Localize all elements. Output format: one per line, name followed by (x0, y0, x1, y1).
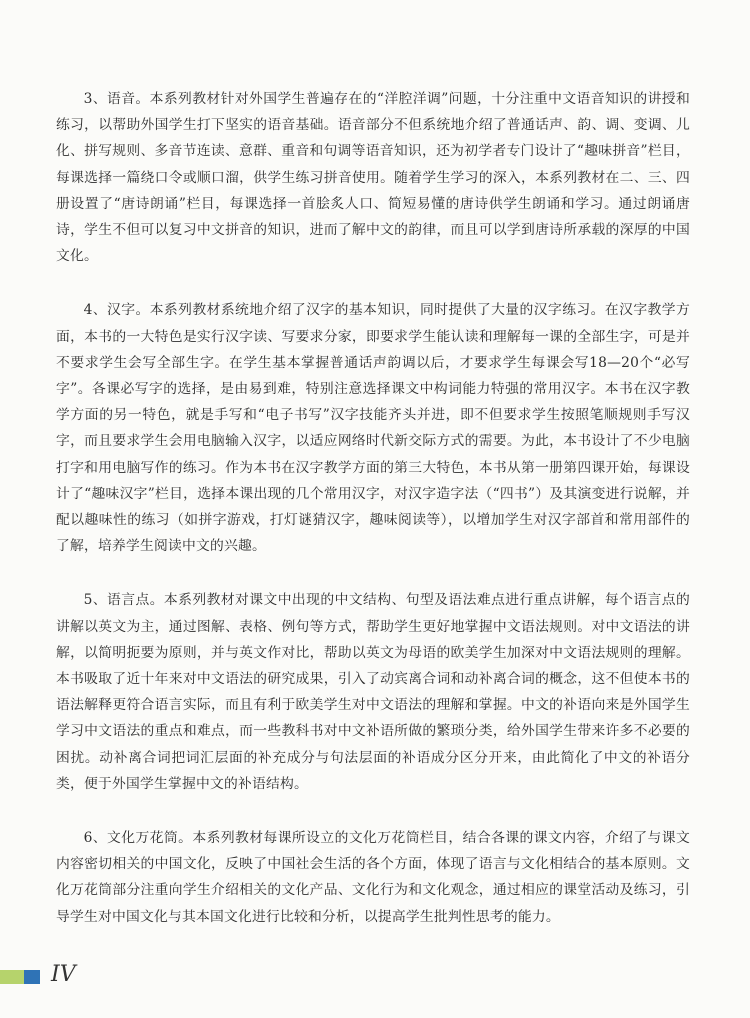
paragraph-chinese-characters: 4、汉字。本系列教材系统地介绍了汉字的基本知识，同时提供了大量的汉字练习。在汉字教学方面，本书的一大特色是实行汉字读、写要求分家，即要求学生能认读和理解每一课的全部生字，可是并不要求学生会写全部生字。在学生基本掌握普通话声韵调以后，才要求学生每课会写18—20个“必写字”。各课必写字的选择，是由易到难，特别注意选择课文中构词能力特强的常用汉字。本书在汉字教学方面的另一特色，就是手写和“电子书写”汉字技能齐头并进，即不但要求学生按照笔顺规则手写汉字，而且要求学生会用电脑输入汉字，以适应网络时代新交际方式的需要。为此，本书设计了不少电脑打字和用电脑写作的练习。作为本书在汉字教学方面的第三大特色，本书从第一册第四课开始，每课设计了“趣味汉字”栏目，选择本课出现的几个常用汉字，对汉字造字法（“四书”）及其演变进行说解，并配以趣味性的练习（如拼字游戏，打灯谜猜汉字，趣味阅读等），以增加学生对汉字部首和常用部件的了解，培养学生阅读中文的兴趣。 (56, 302, 690, 555)
footer-bar-green (0, 970, 24, 984)
footer-bar-blue (24, 970, 40, 984)
page-number: IV (51, 962, 76, 987)
page-content (56, 86, 690, 930)
paragraph-language-points: 5、语言点。本系列教材对课文中出现的中文结构、句型及语法难点进行重点讲解，每个语言点的讲解以英文为主，通过图解、表格、例句等方式，帮助学生更好地掌握中文语法规则。对中文语法的讲解，以简明扼要为原则，并与英文作对比，帮助以英文为母语的欧美学生加深对中文语法规则的理解。本书吸取了近十年来对中文语法的研究成果，引入了动宾离合词和动补离合词的概念，这不但使本书的语法解释更符合语言实际，而且有利于欧美学生对中文语法的理解和掌握。中文的补语向来是外国学生学习中文语法的重点和难点，而一些教科书对中文补语所做的繁琐分类，给外国学生带来许多不必要的困扰。动补离合词把词汇层面的补充成分与句法层面的补语成分区分开来，由此简化了中文的补语分类，便于外国学生掌握中文的补语结构。 (56, 592, 690, 792)
paragraph-pronunciation: 3、语音。本系列教材针对外国学生普遍存在的“洋腔洋调”问题，十分注重中文语音知识的讲授和练习，以帮助外国学生打下坚实的语音基础。语音部分不但系统地介绍了普通话声、韵、调、变调、儿化、拼写规则、多音节连读、意群、重音和句调等语音知识，还为初学者专门设计了“趣味拼音”栏目，每课选择一篇绕口令或顺口溜，供学生练习拼音使用。随着学生学习的深入，本系列教材在二、三、四册设置了“唐诗朗诵”栏目，每课选择一首脍炙人口、简短易懂的唐诗供学生朗诵和学习。通过朗诵唐诗，学生不但可以复习中文拼音的知识，进而了解中文的韵律，而且可以学到唐诗所承载的深厚的中国文化。 (56, 91, 690, 265)
paragraph-culture-kaleidoscope: 6、文化万花筒。本系列教材每课所设立的文化万花筒栏目，结合各课的课文内容，介绍了与课文内容密切相关的中国文化，反映了中国社会生活的各个方面，体现了语言与文化相结合的基本原则。文化万花筒部分注重向学生介绍相关的文化产品、文化行为和文化观念，通过相应的课堂活动及练习，引导学生对中国文化与其本国文化进行比较和分析，以提高学生批判性思考的能力。 (56, 830, 690, 925)
